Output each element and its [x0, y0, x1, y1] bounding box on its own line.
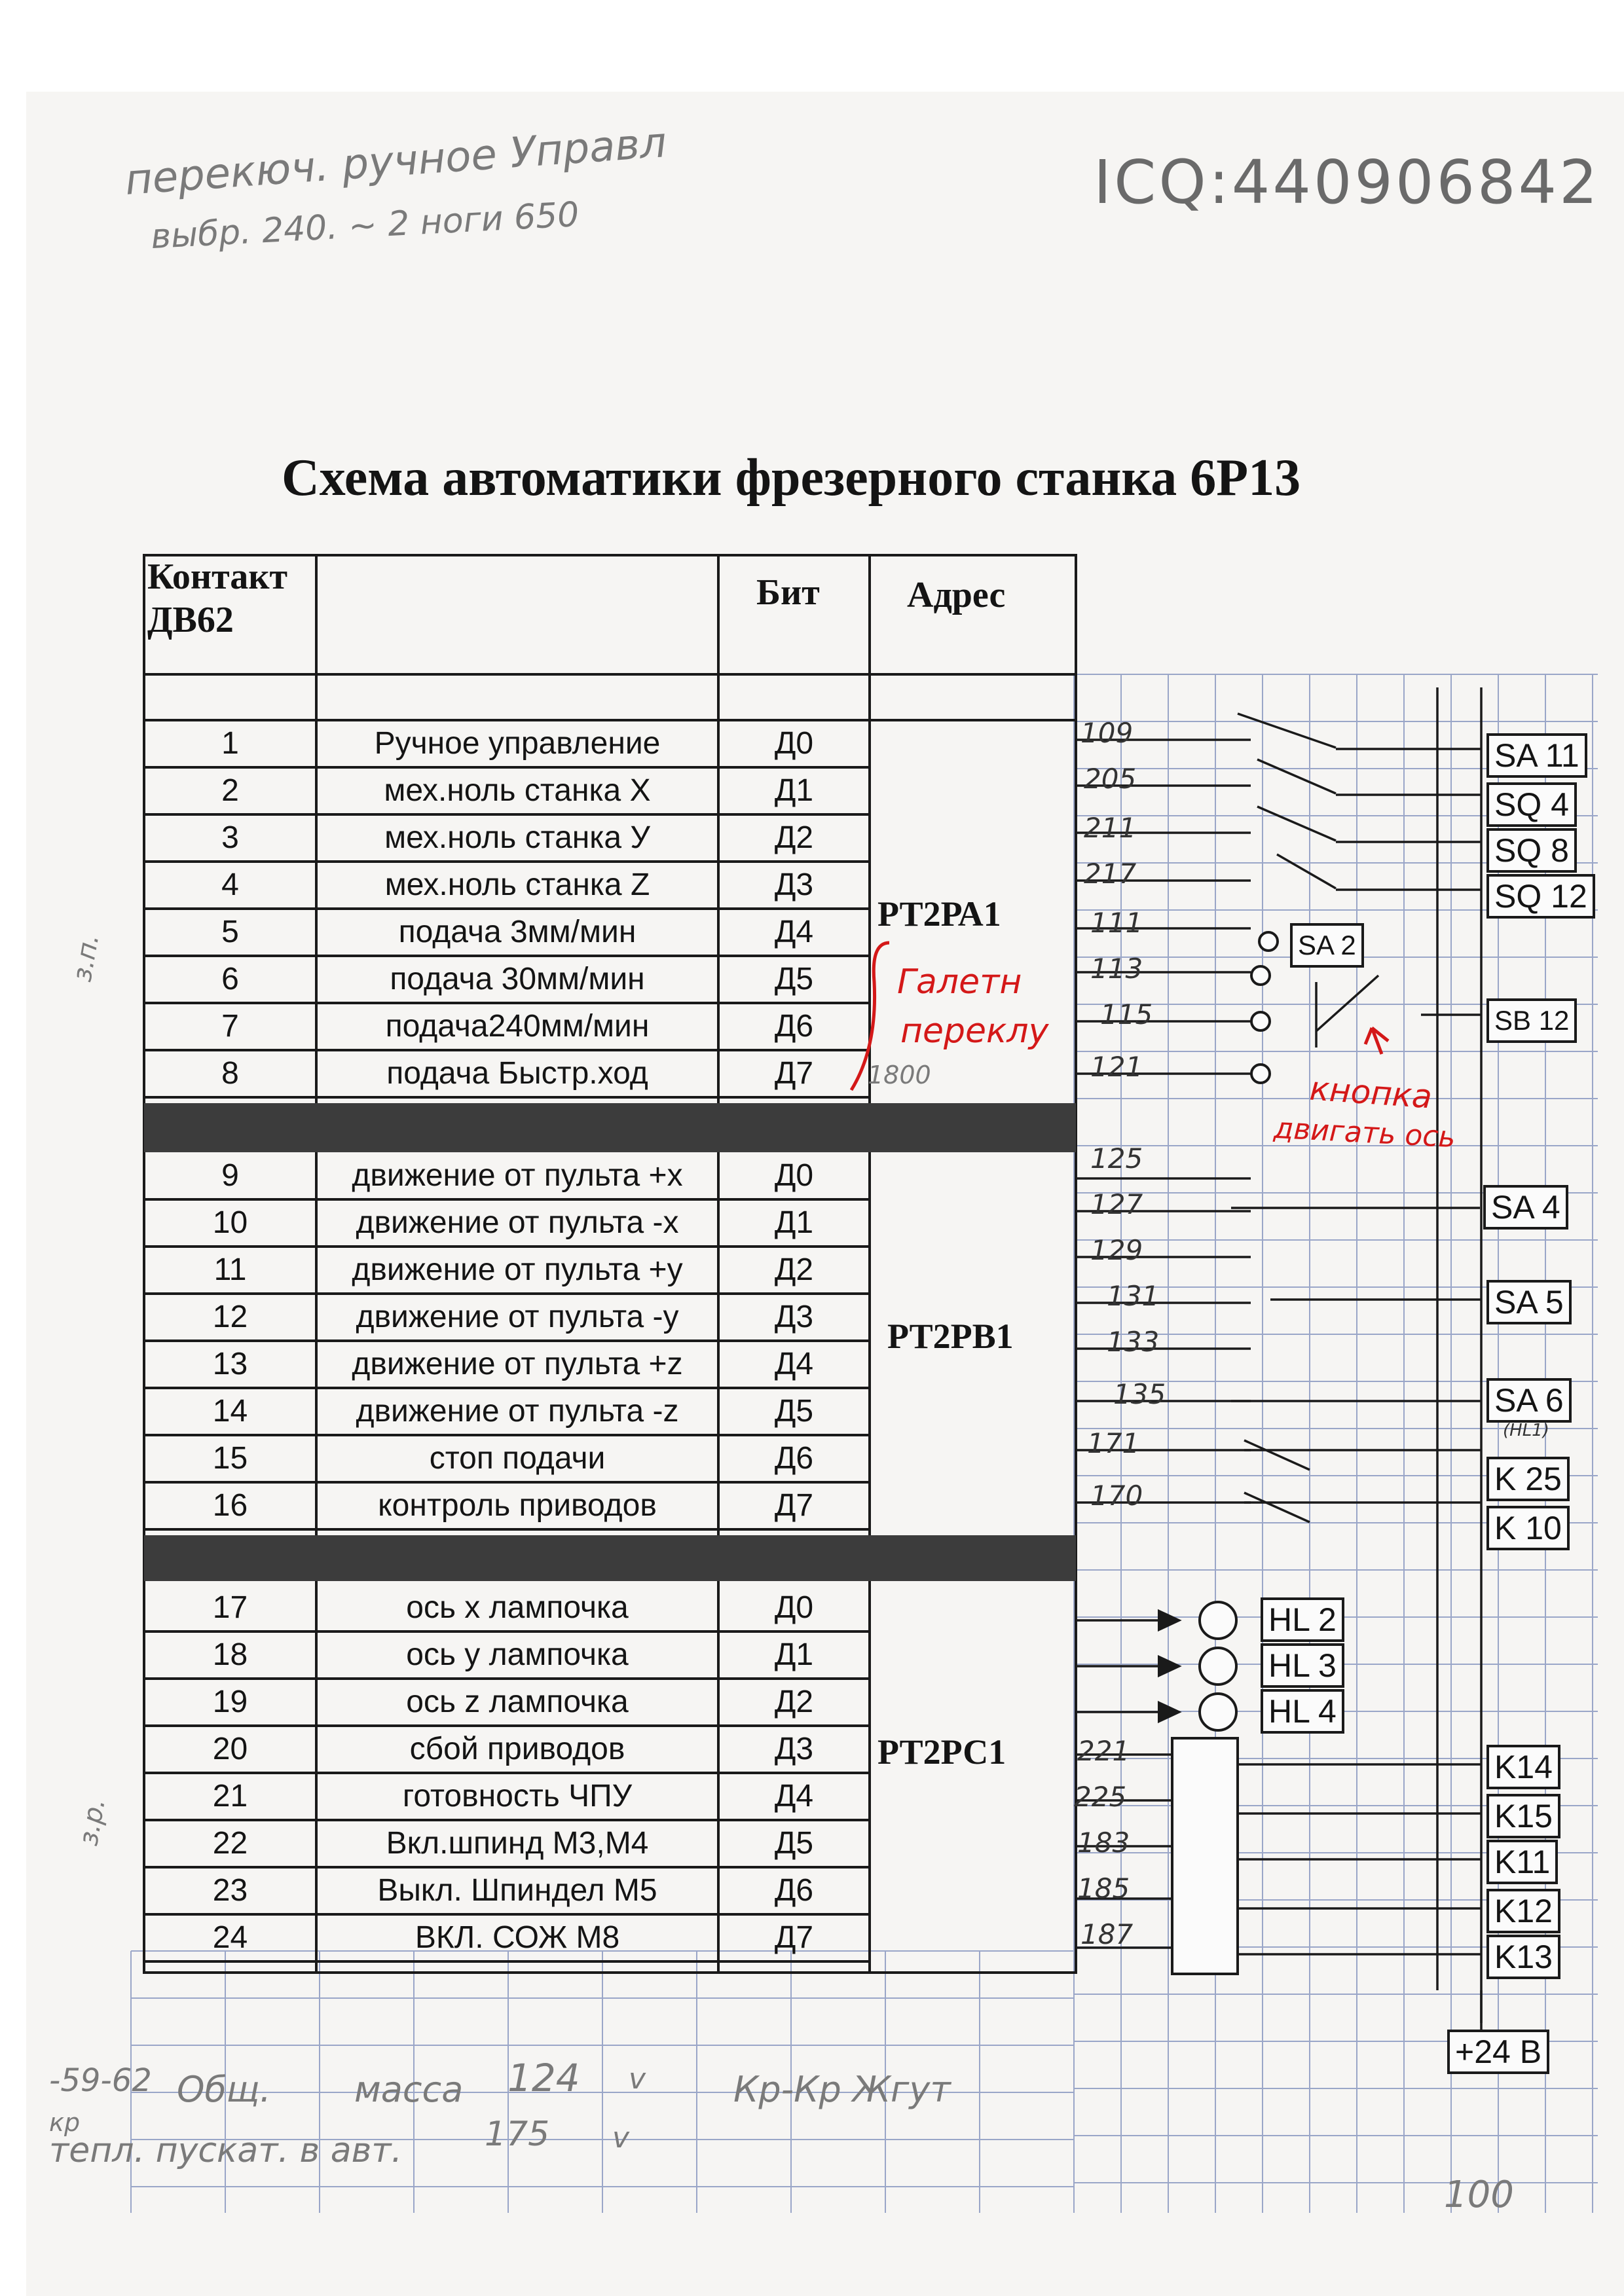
row-name: готовность ЧПУ	[402, 1779, 633, 1813]
small-label-hl1: (HL1)	[1503, 1421, 1549, 1440]
row-bit: Д6	[774, 1009, 814, 1044]
wire-number: 127	[1090, 1188, 1143, 1220]
galet-contact	[1251, 966, 1270, 985]
row-number: 24	[212, 1920, 248, 1955]
row-number: 12	[212, 1300, 248, 1334]
row-number: 6	[221, 962, 239, 996]
wire-number: 183	[1077, 1827, 1130, 1859]
icq-note: ICQ:440906842	[1094, 147, 1600, 217]
row-number: 20	[212, 1732, 248, 1766]
wire-number: 185	[1077, 1872, 1130, 1904]
device-label: SB 12	[1486, 998, 1577, 1043]
row-name: подача240мм/мин	[385, 1009, 650, 1044]
device-label: SA 11	[1486, 733, 1587, 778]
row-bit: Д5	[774, 1826, 814, 1861]
row-name: мех.ноль станка Z	[384, 867, 650, 902]
wire-number: 125	[1090, 1142, 1143, 1175]
row-bit: Д0	[774, 1158, 814, 1193]
row-number: 8	[221, 1056, 239, 1091]
row-bit: Д3	[774, 867, 814, 902]
row-number: 10	[212, 1205, 248, 1240]
row-bit: Д3	[774, 1300, 814, 1334]
row-bit: Д5	[774, 1394, 814, 1429]
row-bit: Д0	[774, 1590, 814, 1625]
device-label: HL 3	[1261, 1643, 1344, 1688]
wire-number: 131	[1107, 1280, 1160, 1312]
row-name: контроль приводов	[378, 1488, 657, 1523]
row-number: 3	[221, 820, 239, 855]
wire-number: 187	[1080, 1918, 1134, 1950]
separator-bar	[144, 1103, 1076, 1152]
row-number: 19	[212, 1685, 248, 1719]
wire-number: 113	[1090, 953, 1143, 985]
row-number: 22	[212, 1826, 248, 1861]
address-pa1: РТ2РА1	[877, 894, 1001, 934]
wire-number: 135	[1113, 1378, 1166, 1410]
galet-contact	[1251, 1012, 1270, 1030]
row-name: движение от пульта +z	[352, 1347, 683, 1381]
device-label: SA 6	[1486, 1378, 1572, 1423]
row-number: 18	[212, 1637, 248, 1672]
row-bit: Д2	[774, 1685, 814, 1719]
bottom-note-kr: кр	[49, 2108, 81, 2137]
galet-contact	[1259, 932, 1278, 951]
bottom-note-line2: тепл. пускат. в авт.	[49, 2131, 403, 2170]
bottom-note-124: 124	[507, 2056, 580, 2100]
row-number: 13	[212, 1347, 248, 1381]
row-bit: Д6	[774, 1441, 814, 1476]
row-bit: Д2	[774, 1252, 814, 1287]
row-number: 14	[212, 1394, 248, 1429]
document-title: Схема автоматики фрезерного станка 6Р13	[282, 449, 1301, 507]
bottom-note-krkr: Кр-Кр Жгут	[733, 2069, 951, 2110]
row-bit: Д7	[774, 1488, 814, 1523]
relay-coils	[1172, 1738, 1238, 1974]
device-label: SA 2	[1290, 923, 1364, 968]
device-label: SA 5	[1486, 1280, 1572, 1324]
row-number: 7	[221, 1009, 239, 1044]
row-bit: Д4	[774, 1347, 814, 1381]
row-name: движение от пульта +у	[352, 1252, 683, 1287]
row-name: движение от пульта +х	[352, 1158, 683, 1193]
wire-number: 115	[1100, 998, 1153, 1030]
switch-blade	[1238, 714, 1336, 748]
bottom-note-v2: v	[612, 2121, 630, 2155]
red-note-pereklu: переклу	[900, 1011, 1049, 1051]
side-mark: з.п.	[67, 932, 105, 984]
row-number: 2	[221, 773, 239, 808]
row-name: стоп подачи	[429, 1441, 606, 1476]
row-bit: Д6	[774, 1873, 814, 1908]
device-label: SQ 4	[1486, 782, 1577, 827]
wire-number: 221	[1077, 1735, 1130, 1767]
handwritten-note-top: перекюч. ручное Управл	[123, 118, 669, 205]
address-pb1: РТ2РВ1	[887, 1317, 1014, 1356]
device-label: K11	[1486, 1840, 1558, 1884]
side-mark-2: з.р.	[73, 1796, 111, 1848]
row-number: 16	[212, 1488, 248, 1523]
wire-number: 217	[1084, 858, 1137, 890]
device-label: K13	[1486, 1935, 1560, 1979]
row-number: 9	[221, 1158, 239, 1193]
row-bit: Д0	[774, 726, 814, 761]
device-label: K 10	[1486, 1506, 1570, 1550]
wire-number: 133	[1107, 1326, 1160, 1358]
red-note-galet: Галетн	[897, 962, 1022, 1002]
row-bit: Д2	[774, 820, 814, 855]
row-name: ось х лампочка	[406, 1590, 629, 1625]
row-name: подача 3мм/мин	[398, 915, 637, 949]
row-name: подача Быстр.ход	[386, 1056, 648, 1091]
row-name: сбой приводов	[409, 1732, 625, 1766]
row-number: 15	[212, 1441, 248, 1476]
red-note-dvigat: двигать ось	[1272, 1111, 1456, 1155]
address-pc1: РТ2РС1	[877, 1732, 1006, 1772]
relay-contact-2	[1244, 1493, 1310, 1522]
button-blade	[1316, 975, 1378, 1031]
row-name: движение от пульта -у	[356, 1300, 679, 1334]
row-bit: Д1	[774, 1205, 814, 1240]
device-label: K12	[1486, 1889, 1560, 1933]
row-name: Вкл.шпинд М3,М4	[386, 1826, 649, 1861]
row-name: Ручное управление	[374, 726, 661, 761]
row-bit: Д7	[774, 1056, 814, 1091]
row-name: Выкл. Шпиндел М5	[377, 1873, 657, 1908]
device-label: SA 4	[1483, 1185, 1568, 1230]
wire-number: 111	[1090, 907, 1143, 939]
device-label: SQ 12	[1486, 874, 1595, 919]
wiring-lines	[1077, 687, 1481, 2030]
device-label: SQ 8	[1486, 828, 1577, 873]
separator-bar	[144, 1535, 1076, 1581]
wire-number: 121	[1090, 1051, 1143, 1083]
row-bit: Д1	[774, 773, 814, 808]
device-label: HL 4	[1261, 1689, 1344, 1734]
lamp-symbol	[1200, 1602, 1236, 1639]
galet-contact	[1251, 1065, 1270, 1083]
red-arrow	[1365, 1028, 1388, 1054]
red-note-knopka: кнопка	[1308, 1069, 1433, 1116]
row-bit: Д7	[774, 1920, 814, 1955]
switch-blade	[1257, 759, 1336, 793]
row-bit: Д4	[774, 915, 814, 949]
device-label: HL 2	[1261, 1597, 1344, 1642]
row-name: движение от пульта -z	[356, 1394, 679, 1429]
row-number: 11	[213, 1252, 247, 1287]
row-number: 21	[212, 1779, 248, 1813]
switch-blade	[1257, 807, 1336, 841]
device-label: K 25	[1486, 1457, 1570, 1501]
row-number: 1	[221, 726, 239, 761]
header-address: Адрес	[907, 575, 1006, 615]
bottom-note-175: 175	[485, 2115, 550, 2154]
row-bit: Д1	[774, 1637, 814, 1672]
schematic-symbols	[1159, 932, 1278, 1974]
header-bit: Бит	[756, 572, 820, 613]
page-number: 100	[1444, 2174, 1514, 2216]
wire-number: 205	[1084, 763, 1137, 795]
wire-number: 225	[1074, 1781, 1127, 1813]
relay-contact	[1244, 1440, 1310, 1470]
wire-number: 129	[1090, 1234, 1143, 1266]
row-name: мех.ноль станка У	[384, 820, 650, 855]
bottom-note-obsh: Общ. масса	[177, 2069, 464, 2110]
row-number: 23	[212, 1873, 248, 1908]
bottom-note-59: -59-62	[49, 2062, 152, 2099]
wire-number: 171	[1087, 1427, 1140, 1459]
device-label: +24 B	[1447, 2030, 1549, 2074]
row-bit: Д3	[774, 1732, 814, 1766]
lamp-symbol	[1200, 1648, 1236, 1685]
handwritten-note-top2: выбр. 240. ~ 2 ноги 650	[149, 194, 580, 257]
row-name: движение от пульта -х	[356, 1205, 679, 1240]
row-number: 5	[221, 915, 239, 949]
pencil-note-1800: 1800	[868, 1061, 931, 1089]
row-bit: Д5	[774, 962, 814, 996]
row-name: подача 30мм/мин	[390, 962, 645, 996]
row-number: 17	[212, 1590, 248, 1625]
wire-number: 109	[1080, 717, 1134, 749]
wire-number: 170	[1090, 1480, 1143, 1512]
switch-blade	[1277, 854, 1336, 888]
row-name: мех.ноль станка Х	[384, 773, 651, 808]
row-bit: Д4	[774, 1779, 814, 1813]
row-name: ось z лампочка	[406, 1685, 629, 1719]
device-label: K15	[1486, 1794, 1560, 1838]
row-number: 4	[221, 867, 239, 902]
device-label: K14	[1486, 1745, 1560, 1789]
header-contact: Контакт ДВ62	[147, 556, 288, 640]
row-name: ВКЛ. СОЖ М8	[415, 1920, 620, 1955]
bottom-note-v1: v	[629, 2062, 646, 2096]
row-name: ось у лампочка	[406, 1637, 629, 1672]
wire-number: 211	[1084, 812, 1137, 844]
lamp-symbol	[1200, 1694, 1236, 1730]
